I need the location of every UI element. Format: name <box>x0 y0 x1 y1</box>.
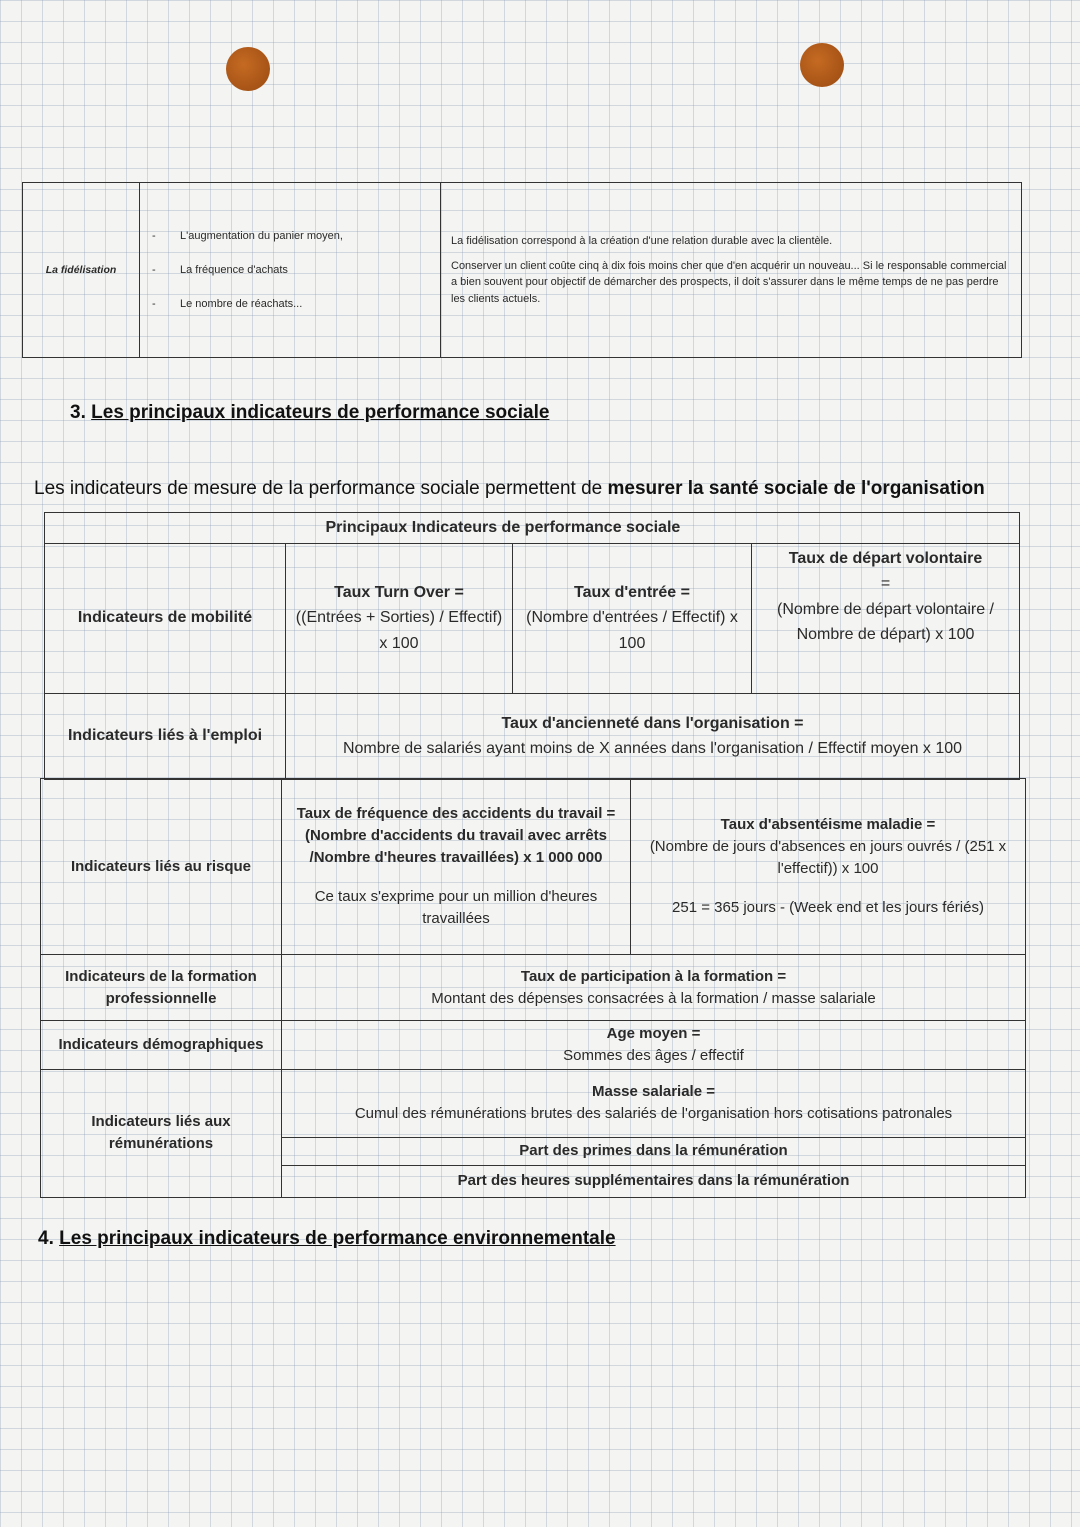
anciennete-cell <box>286 693 1020 779</box>
anciennete-title: Taux d'ancienneté dans l'organisation = <box>501 714 804 732</box>
frequence-title: Taux de fréquence des accidents du travail = <box>296 805 616 823</box>
anciennete-formula: Nombre de salariés ayant moins de X années dans l'organisation / Effectif moyen x 100 <box>342 740 963 758</box>
absenteisme-cell <box>631 779 1026 955</box>
intro-bold: mesurer la santé sociale de l'organisation <box>607 478 985 499</box>
fidelisation-bullets <box>140 183 441 358</box>
age-title: Age moyen = <box>606 1025 701 1042</box>
remuneration-label: Indicateurs liés aux rémunérations <box>41 1069 282 1197</box>
frequence-cell <box>282 779 631 955</box>
risk-indicators-table <box>40 778 1026 1198</box>
list-item: - La fréquence d'achats <box>180 264 430 276</box>
binder-hole-left <box>226 47 270 91</box>
turnover-formula: ((Entrées + Sorties) / Effectif) x 100 <box>295 609 503 652</box>
formation-title: Taux de participation à la formation = <box>520 967 787 985</box>
formation-cell <box>282 955 1026 1021</box>
section-title: Les principaux indicateurs de performance sociale <box>91 402 550 423</box>
entree-title: Taux d'entrée = <box>574 583 690 601</box>
list-item: - Le nombre de réachats... <box>180 298 430 310</box>
turnover-title: Taux Turn Over = <box>334 583 464 601</box>
masse-cell <box>282 1069 1026 1137</box>
fidelisation-table <box>22 182 1022 358</box>
section-3-heading <box>70 402 549 424</box>
risque-label: Indicateurs liés au risque <box>41 779 282 955</box>
depart-cell <box>752 543 1020 693</box>
age-formula: Sommes des âges / effectif <box>563 1046 744 1064</box>
depart-title: Taux de départ volontaire <box>788 549 983 567</box>
section-number: 3. <box>70 402 86 423</box>
frequence-formula: (Nombre d'accidents du travail avec arrêts /Nombre d'heures travaillées) x 1 000 000 <box>304 826 608 866</box>
absenteisme-note: 251 = 365 jours - (Week end et les jours fériés) <box>672 899 984 917</box>
fidelisation-text <box>441 183 1022 358</box>
masse-formula: Cumul des rémunérations brutes des salariés de l'organisation hors cotisations patronales <box>354 1105 953 1122</box>
heures-sup-cell: Part des heures supplémentaires dans la rémunération <box>282 1165 1026 1197</box>
fidelisation-explanation: Conserver un client coûte cinq à dix fois moins cher que d'en acquérir un nouveau... Si le responsable commercial a bien souvent pour objectif de démarcher des prospects, il doit s'assurer dans le même temps de ne pas perdre les clients actuels. <box>451 259 1007 305</box>
mobilite-label: Indicateurs de mobilité <box>45 543 286 693</box>
social-indicators-table <box>44 512 1020 780</box>
list-item: - L'augmentation du panier moyen, <box>180 230 430 242</box>
frequence-note: Ce taux s'exprime pour un million d'heures travaillées <box>314 888 598 928</box>
absenteisme-formula: (Nombre de jours d'absences en jours ouvrés / (251 x l'effectif)) x 100 <box>649 837 1007 877</box>
section-number: 4. <box>38 1228 54 1249</box>
intro-sentence <box>34 478 985 500</box>
demographie-label: Indicateurs démographiques <box>41 1021 282 1070</box>
binder-hole-right <box>800 43 844 87</box>
section-title: Les principaux indicateurs de performance environnementale <box>59 1228 616 1249</box>
primes-cell: Part des primes dans la rémunération <box>282 1137 1026 1165</box>
masse-title: Masse salariale = <box>591 1083 715 1101</box>
emploi-label: Indicateurs liés à l'emploi <box>45 693 286 779</box>
turnover-cell <box>286 543 513 693</box>
fidelisation-label: La fidélisation <box>23 183 140 358</box>
depart-eq: = <box>880 575 891 593</box>
absenteisme-title: Taux d'absentéisme maladie = <box>720 816 936 833</box>
age-cell <box>282 1021 1026 1070</box>
formation-formula: Montant des dépenses consacrées à la formation / masse salariale <box>431 989 876 1007</box>
depart-formula: (Nombre de départ volontaire / Nombre de départ) x 100 <box>777 600 994 644</box>
intro-text: Les indicateurs de mesure de la performance sociale permettent de <box>34 478 603 499</box>
table-header: Principaux Indicateurs de performance sociale <box>286 513 1020 544</box>
fidelisation-definition: La fidélisation correspond à la création d'une relation durable avec la clientèle. <box>451 235 833 247</box>
entree-formula: (Nombre d'entrées / Effectif) x 100 <box>526 609 738 652</box>
section-4-heading <box>38 1228 616 1250</box>
formation-label: Indicateurs de la formation professionnelle <box>41 955 282 1021</box>
entree-cell <box>513 543 752 693</box>
